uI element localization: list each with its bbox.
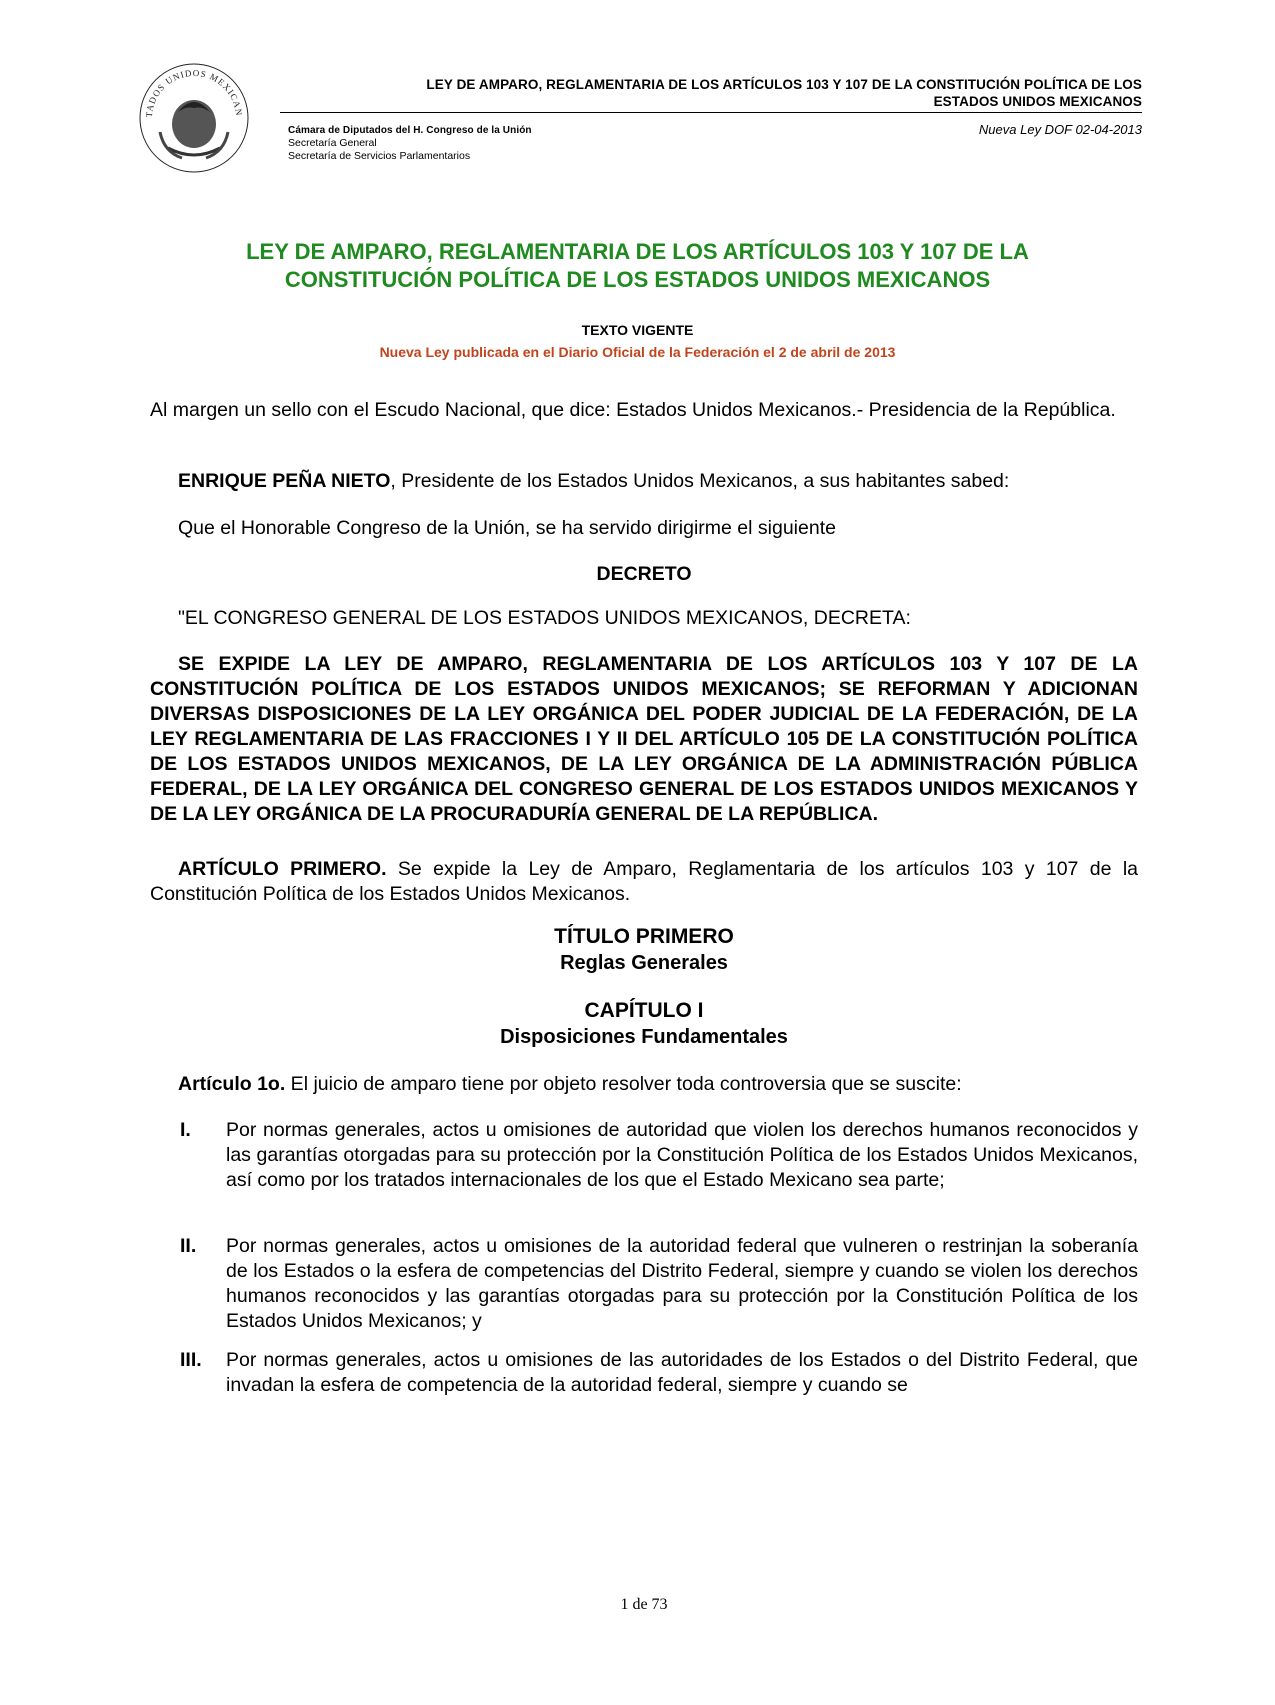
capitulo-name: Disposiciones Fundamentales [500,1026,788,1048]
article-primero-text: Se expide la Ley de Amparo, Reglamentaria de los artículos 103 y 107 de la Constitución Política de los Estados Unidos Mexicanos. [150,858,1138,905]
secretaria-general: Secretaría General [288,137,377,149]
president-paragraph [150,469,1138,494]
edition-date: Nueva Ley DOF 02-04-2013 [978,122,1142,137]
congress-line: Que el Honorable Congreso de la Unión, se ha servido dirigirme el siguiente [178,517,836,539]
margin-note: Al margen un sello con el Escudo Nacional, que dice: Estados Unidos Mexicanos.- Presidencia de la República. [150,399,1116,421]
decree-intro: "EL CONGRESO GENERAL DE LOS ESTADOS UNIDOS MEXICANOS, DECRETA: [178,607,911,629]
header-title-line2: ESTADOS UNIDOS MEXICANOS [933,94,1142,109]
titulo-label: TÍTULO PRIMERO [554,925,734,948]
capitulo-label: CAPÍTULO I [584,999,704,1022]
publication-note: Nueva Ley publicada en el Diario Oficial de la Federación el 2 de abril de 2013 [379,344,896,360]
header-organization [288,124,532,163]
article-primero-label: ARTÍCULO PRIMERO. [178,858,387,880]
titulo-name: Reglas Generales [560,952,728,974]
titulo-heading [150,924,1138,976]
article-primero [150,857,1138,907]
article-1 [150,1072,1138,1097]
title-line2: CONSTITUCIÓN POLÍTICA DE LOS ESTADOS UNIDOS MEXICANOS [284,267,991,292]
list-item: Por normas generales, actos u omisiones de autoridad que violen los derechos humanos reconocidos y las garantías otorgadas para su protección por la Constitución Política de los Estados Unidos Mexicanos, así como por los tratados internacionales de los que el Estado Mexicano sea parte; [226,1119,1138,1191]
seal-text: TADOS UNIDOS MEXICAN [143,67,245,118]
status-label: TEXTO VIGENTE [581,322,694,338]
header-divider [280,112,1142,113]
page-title [150,238,1125,294]
article-1-label: Artículo 1o. [178,1073,286,1095]
national-seal [138,62,250,174]
chamber-name: Cámara de Diputados del H. Congreso de la Unión [288,125,532,136]
decree-heading: DECRETO [596,563,692,585]
list-item: Por normas generales, actos u omisiones de la autoridad federal que vulneren o restrinjan la soberanía de los Estados o la esfera de competencias del Distrito Federal, siempre y cuando se violen los derechos humanos reconocidos y las garantías otorgadas para su protección por la Constitución Política de los Estados Unidos Mexicanos; y [226,1235,1138,1332]
header-title-line1: LEY DE AMPARO, REGLAMENTARIA DE LOS ARTÍCULOS 103 Y 107 DE LA CONSTITUCIÓN POLÍTICA DE LOS [426,77,1142,92]
title-line1: LEY DE AMPARO, REGLAMENTARIA DE LOS ARTÍCULOS 103 Y 107 DE LA [246,239,1029,264]
article-1-text: El juicio de amparo tiene por objeto resolver toda controversia que se suscite: [285,1073,962,1095]
president-text: , Presidente de los Estados Unidos Mexicanos, a sus habitantes sabed: [390,470,1010,492]
item-number: II. [180,1235,197,1257]
capitulo-heading [150,998,1138,1050]
secretaria-servicios: Secretaría de Servicios Parlamentarios [288,150,471,162]
page-number: 1 de 73 [620,1596,668,1613]
header-doc-title [280,76,1142,110]
list-item: Por normas generales, actos u omisiones de las autoridades de los Estados o del Distrito Federal, que invadan la esfera de competencia de la autoridad federal, siempre y cuando se [226,1349,1138,1396]
president-name: ENRIQUE PEÑA NIETO [178,470,391,492]
decree-text: SE EXPIDE LA LEY DE AMPARO, REGLAMENTARIA DE LOS ARTÍCULOS 103 Y 107 DE LA CONSTITUCIÓN POLÍTICA DE LOS ESTADOS UNIDOS MEXICANOS; SE REFORMAN Y ADICIONAN DIVERSAS DISPOSICIONES DE LA LEY ORGÁNICA DEL PODER JUDICIAL DE LA FEDERACIÓN, DE LA LEY REGLAMENTARIA DE LAS FRACCIONES I Y II DEL ARTÍCULO 105 DE LA CONSTITUCIÓN POLÍTICA DE LOS ESTADOS UNIDOS MEXICANOS, DE LA LEY ORGÁNICA DE LA ADMINISTRACIÓN PÚBLICA FEDERAL, DE LA LEY ORGÁNICA DEL CONGRESO GENERAL DE LOS ESTADOS UNIDOS MEXICANOS Y DE LA LEY ORGÁNICA DE LA PROCURADURÍA GENERAL DE LA REPÚBLICA. [150,653,1138,825]
item-number: III. [180,1349,202,1371]
item-number: I. [180,1119,191,1141]
